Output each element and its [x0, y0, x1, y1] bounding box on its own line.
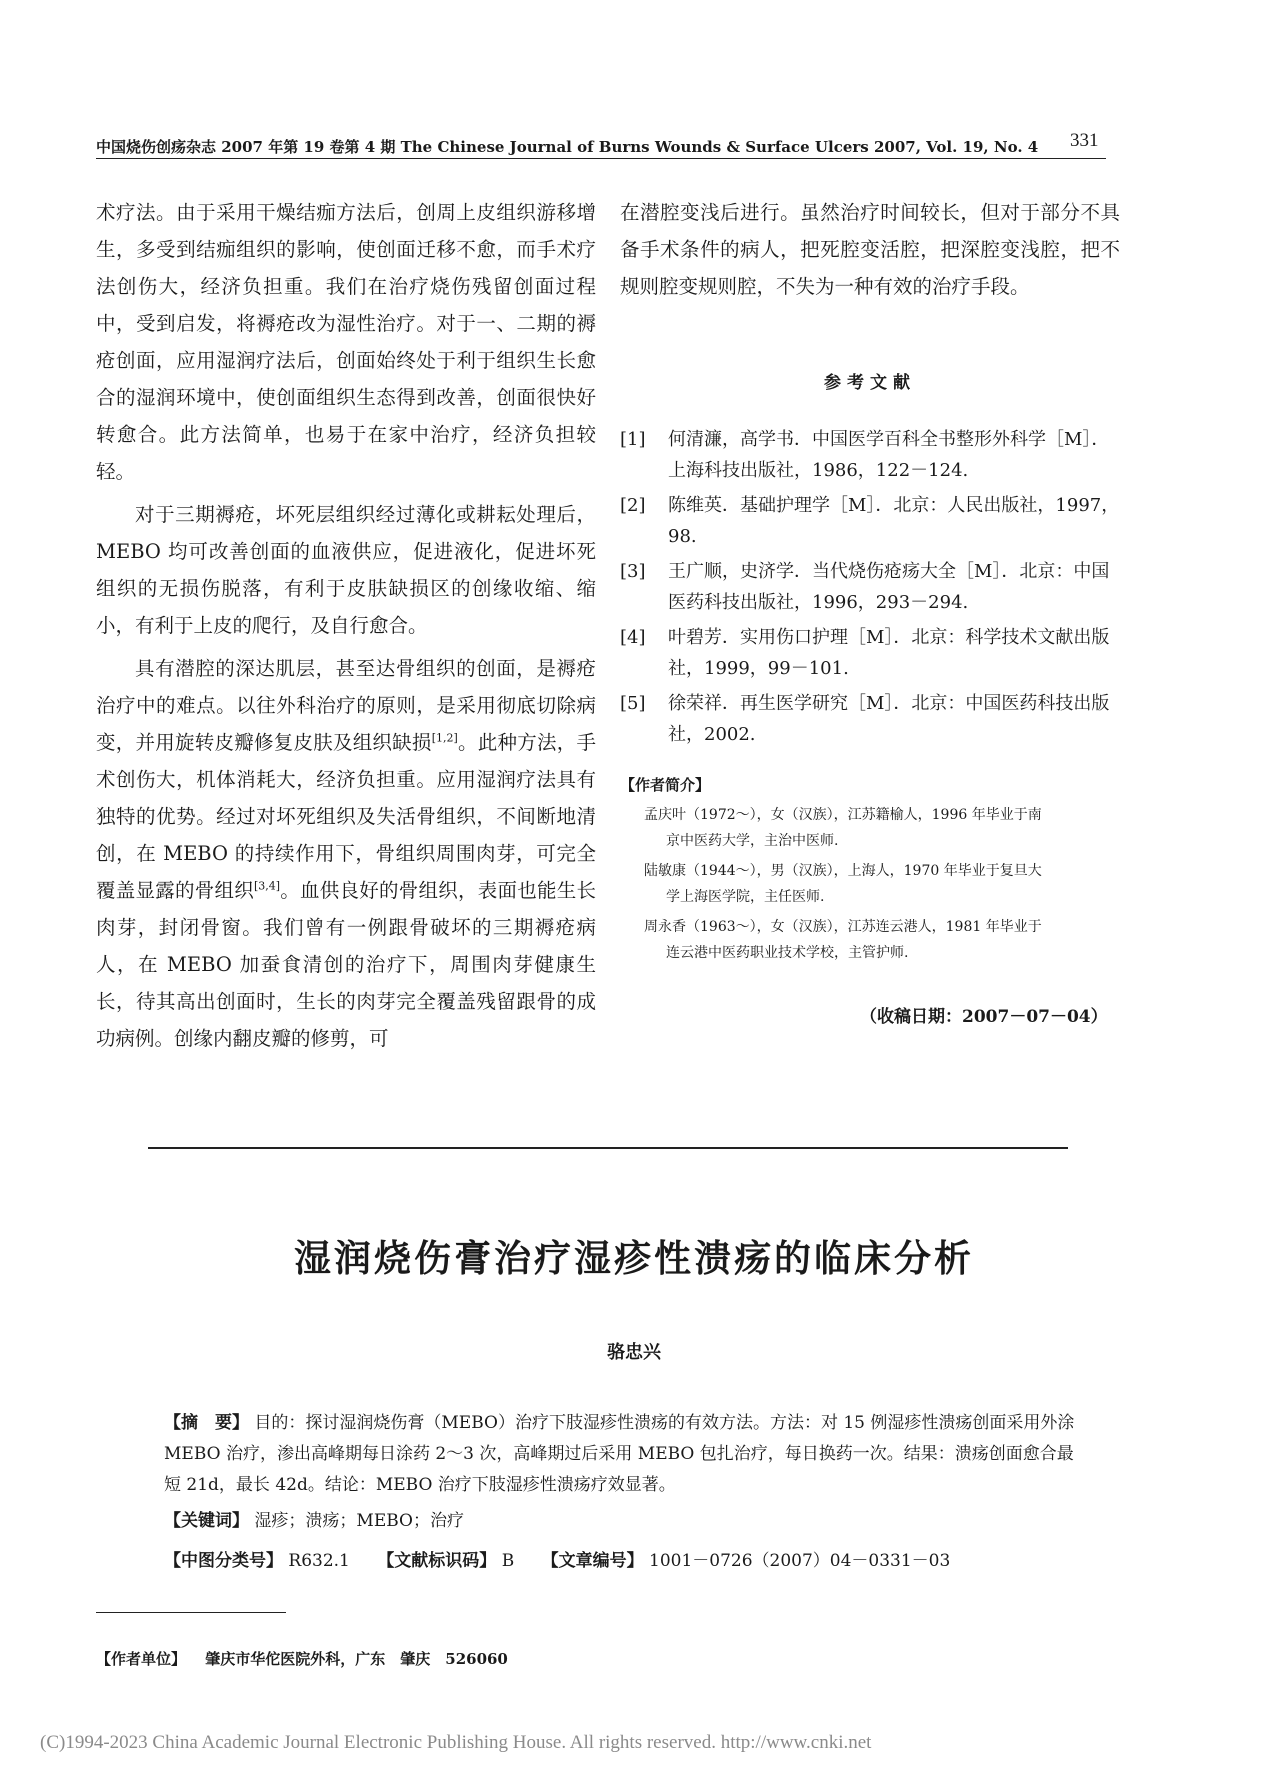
author-intro-rest: 连云港中医药职业技术学校，主管护师. — [666, 945, 909, 961]
classification-line — [164, 1546, 950, 1571]
left-paragraph-3b: 。此种方法，手术创伤大，机体消耗大，经济负担重。应用湿润疗法具有独特的优势。经过对坏死组织及失活骨组织，不间断地清创，在 MEBO 的持续作用下，骨组织周围肉芽，可完全覆盖显露的骨组织 — [96, 731, 596, 902]
abstract — [164, 1408, 1084, 1501]
reference-text: 陈维英．基础护理学［M］．北京：人民出版社，1997，98. — [668, 495, 1120, 547]
reference-text: 何清濂，高学书．中国医学百科全书整形外科学［M］．上海科技出版社，1986，122－124. — [668, 429, 1110, 481]
reference-text: 王广顺，史济学．当代烧伤疮疡大全［M］．北京：中国医药科技出版社，1996，293－294. — [668, 561, 1110, 613]
abstract-label: 【摘 要】 — [164, 1413, 249, 1433]
left-paragraph-2: 对于三期褥疮，坏死层组织经过薄化或耕耘处理后，MEBO 均可改善创面的血液供应，促进液化，促进坏死组织的无损伤脱落，有利于皮肤缺损区的创缘收缩、缩小，有利于上皮的爬行，及自行愈合。 — [96, 503, 596, 637]
clc-label: 【中图分类号】 — [164, 1551, 283, 1571]
running-head-text: 中国烧伤创疡杂志 2007 年第 19 卷第 4 期 The Chinese Journal of Burns Wounds & Surface Ulcers 2007, Vol. 19, No. 4 — [96, 138, 1039, 156]
reference-item — [620, 556, 1120, 618]
author-intro-item — [644, 858, 1114, 910]
reference-text: 叶碧芳．实用伤口护理［M］．北京：科学技术文献出版社，1999，99－101. — [668, 627, 1110, 679]
abstract-text: 目的：探讨湿润烧伤膏（MEBO）治疗下肢湿疹性溃疡的有效方法。方法：对 15 例湿疹性溃疡创面采用外涂 MEBO 治疗，渗出高峰期每日涂药 2～3 次，高峰期过后采用 MEBO 包扎治疗，每日换药一次。结果：溃疡创面愈合最短 21d，最长 42d。结论：MEBO 治疗下肢湿疹性溃疡疗效显著。 — [164, 1413, 1075, 1495]
right-paragraph-1: 在潜腔变浅后进行。虽然治疗时间较长，但对于部分不具备手术条件的病人，把死腔变活腔，把深腔变浅腔，把不规则腔变规则腔，不失为一种有效的治疗手段。 — [620, 201, 1120, 298]
affiliation-label: 【作者单位】 — [96, 1650, 187, 1668]
doc-code-value: B — [501, 1551, 515, 1571]
reference-number: [3] — [620, 561, 646, 582]
reference-number: [4] — [620, 627, 646, 648]
reference-number: [2] — [620, 495, 646, 516]
reference-item — [620, 688, 1120, 750]
author-intro-item — [644, 802, 1114, 854]
author-intro-first: 陆敏康（1944～），男（汉族），上海人，1970 年毕业于复旦大 — [644, 863, 1042, 879]
reference-item — [620, 490, 1120, 552]
doc-code-label: 【文献标识码】 — [377, 1551, 497, 1571]
affiliation-text: 肇庆市华佗医院外科，广东 肇庆 526060 — [205, 1650, 508, 1668]
running-head — [96, 136, 1106, 159]
left-paragraph-1: 术疗法。由于采用干燥结痂方法后，创周上皮组织游移增生，多受到结痂组织的影响，使创面迁移不愈，而手术疗法创伤大，经济负担重。我们在治疗烧伤残留创面过程中，受到启发，将褥疮改为湿性治疗。对于一、二期的褥疮创面，应用湿润疗法后，创面始终处于利于组织生长愈合的湿润环境中，使创面组织生态得到改善，创面很快好转愈合。此方法简单，也易于在家中治疗，经济负担较轻。 — [96, 201, 596, 483]
citation-3-4: [3,4] — [253, 879, 281, 893]
left-paragraph-3c: 。血供良好的骨组织，表面也能生长肉芽，封闭骨窗。我们曾有一例跟骨破坏的三期褥疮病人，在 MEBO 加蚕食清创的治疗下，周围肉芽健康生长，待其高出创面时，生长的肉芽完全覆盖残留跟骨的成功病例。创缘内翻皮瓣的修剪，可 — [96, 879, 596, 1050]
reference-number: [1] — [620, 429, 646, 450]
reference-number: [5] — [620, 693, 646, 714]
right-column — [620, 194, 1120, 305]
citation-1-2: [1,2] — [431, 731, 458, 745]
keywords-label: 【关键词】 — [164, 1511, 249, 1531]
copyright-notice: (C)1994-2023 China Academic Journal Electronic Publishing House. All rights reserved. http://www.cnki.net — [40, 1732, 872, 1753]
article-author: 骆忠兴 — [607, 1342, 661, 1363]
references-title: 参考文献 — [824, 373, 916, 393]
author-intro-first: 周永香（1963～），女（汉族），江苏连云港人，1981 年毕业于 — [644, 919, 1042, 935]
author-intro-first: 孟庆叶（1972～），女（汉族），江苏籍榆人，1996 年毕业于南 — [644, 807, 1042, 823]
author-intro-item — [644, 914, 1114, 966]
keywords — [164, 1506, 464, 1531]
affiliation — [96, 1648, 508, 1669]
received-date: （收稿日期：2007－07－04） — [860, 1007, 1108, 1027]
reference-item — [620, 424, 1120, 486]
reference-text: 徐荣祥．再生医学研究［M］．北京：中国医药科技出版社，2002. — [668, 693, 1110, 745]
keywords-text: 湿疹；溃疡；MEBO；治疗 — [254, 1511, 464, 1531]
clc-value: R632.1 — [288, 1551, 350, 1571]
author-intro-list — [644, 802, 1114, 970]
author-intro-label: 【作者简介】 — [620, 776, 711, 794]
author-intro-rest: 学上海医学院，主任医师. — [666, 889, 825, 905]
left-column — [96, 194, 596, 1057]
article-title: 湿润烧伤膏治疗湿疹性溃疡的临床分析 — [294, 1237, 974, 1280]
article-separator — [148, 1147, 1068, 1149]
reference-item — [620, 622, 1120, 684]
article-number-value: 1001－0726（2007）04－0331－03 — [649, 1551, 951, 1571]
author-intro-rest: 京中医药大学，主治中医师. — [666, 833, 839, 849]
footnote-rule — [96, 1612, 286, 1613]
article-number-label: 【文章编号】 — [541, 1551, 644, 1571]
left-paragraph-3 — [96, 650, 596, 1057]
left-paragraph-3a: 具有潜腔的深达肌层，甚至达骨组织的创面，是褥疮治疗中的难点。以往外科治疗的原则，是采用彻底切除病变，并用旋转皮瓣修复皮肤及组织缺损 — [96, 657, 596, 754]
page-number: 331 — [1070, 130, 1099, 151]
reference-list — [620, 424, 1120, 754]
